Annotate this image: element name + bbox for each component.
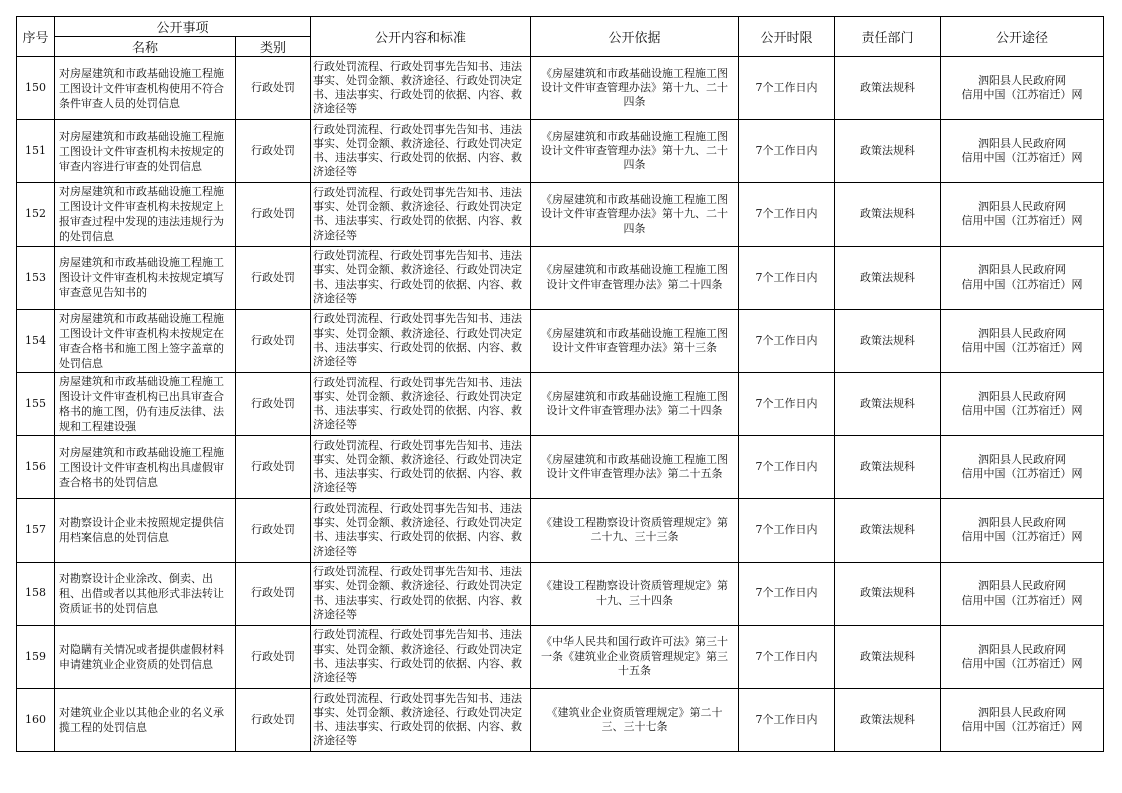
cell-content: 行政处罚流程、行政处罚事先告知书、违法事实、处罚金额、救济途径、行政处罚决定书、违法事实、行政处罚的依据、内容、救济途径等: [311, 246, 531, 309]
cell-channel: [941, 688, 1104, 751]
channel-line-1: 泗阳县人民政府网: [978, 705, 1067, 719]
cell-channel: [941, 562, 1104, 625]
cell-seq: 152: [17, 183, 55, 246]
cell-content: 行政处罚流程、行政处罚事先告知书、违法事实、处罚金额、救济途径、行政处罚决定书、违法事实、行政处罚的依据、内容、救济途径等: [311, 309, 531, 372]
cell-category: 行政处罚: [236, 246, 311, 309]
cell-timelimit: 7个工作日内: [739, 120, 835, 183]
cell-dept: 政策法规科: [835, 309, 941, 372]
cell-timelimit: 7个工作日内: [739, 246, 835, 309]
cell-dept: 政策法规科: [835, 372, 941, 435]
cell-channel: [941, 246, 1104, 309]
header-content: 公开内容和标准: [311, 17, 531, 57]
channel-line-1: 泗阳县人民政府网: [978, 642, 1067, 656]
channel-line-1: 泗阳县人民政府网: [978, 263, 1067, 277]
channel-line-2: 信用中国（江苏宿迁）网: [961, 656, 1083, 670]
cell-basis: 《建设工程勘察设计资质管理规定》第十九、三十四条: [531, 562, 739, 625]
header-category: 类别: [236, 37, 311, 57]
cell-content: 行政处罚流程、行政处罚事先告知书、违法事实、处罚金额、救济途径、行政处罚决定书、违法事实、行政处罚的依据、内容、救济途径等: [311, 688, 531, 751]
channel-line-1: 泗阳县人民政府网: [978, 579, 1067, 593]
cell-category: 行政处罚: [236, 372, 311, 435]
disclosure-table: [16, 16, 1104, 752]
cell-timelimit: 7个工作日内: [739, 625, 835, 688]
cell-dept: 政策法规科: [835, 688, 941, 751]
header-channel: 公开途径: [941, 17, 1104, 57]
cell-channel: [941, 309, 1104, 372]
table-row: [17, 309, 1104, 372]
cell-channel: [941, 57, 1104, 120]
channel-line-2: 信用中国（江苏宿迁）网: [961, 719, 1083, 733]
cell-seq: 155: [17, 372, 55, 435]
cell-category: 行政处罚: [236, 499, 311, 562]
cell-timelimit: 7个工作日内: [739, 309, 835, 372]
table-row: [17, 372, 1104, 435]
cell-basis: 《建设工程勘察设计资质管理规定》第二十九、三十三条: [531, 499, 739, 562]
table-row: [17, 57, 1104, 120]
cell-channel: [941, 499, 1104, 562]
header-name: 名称: [55, 37, 236, 57]
cell-basis: 《房屋建筑和市政基础设施工程施工图设计文件审查管理办法》第十九、二十四条: [531, 57, 739, 120]
cell-seq: 154: [17, 309, 55, 372]
cell-channel: [941, 625, 1104, 688]
cell-category: 行政处罚: [236, 436, 311, 499]
cell-timelimit: 7个工作日内: [739, 562, 835, 625]
cell-basis: 《房屋建筑和市政基础设施工程施工图设计文件审查管理办法》第十三条: [531, 309, 739, 372]
cell-name: 对勘察设计企业未按照规定提供信用档案信息的处罚信息: [55, 499, 236, 562]
cell-seq: 160: [17, 688, 55, 751]
channel-line-2: 信用中国（江苏宿迁）网: [961, 88, 1083, 102]
channel-line-2: 信用中国（江苏宿迁）网: [961, 277, 1083, 291]
cell-name: 对房屋建筑和市政基础设施工程施工图设计文件审查机构未按规定的审查内容进行审查的处罚信息: [55, 120, 236, 183]
cell-category: 行政处罚: [236, 625, 311, 688]
cell-name: 对隐瞒有关情况或者提供虚假材料申请建筑业企业资质的处罚信息: [55, 625, 236, 688]
channel-line-2: 信用中国（江苏宿迁）网: [961, 214, 1083, 228]
channel-line-2: 信用中国（江苏宿迁）网: [961, 530, 1083, 544]
cell-basis: 《房屋建筑和市政基础设施工程施工图设计文件审查管理办法》第十九、二十四条: [531, 183, 739, 246]
cell-name: 对勘察设计企业涂改、倒卖、出租、出借或者以其他形式非法转让资质证书的处罚信息: [55, 562, 236, 625]
cell-seq: 159: [17, 625, 55, 688]
cell-content: 行政处罚流程、行政处罚事先告知书、违法事实、处罚金额、救济途径、行政处罚决定书、违法事实、行政处罚的依据、内容、救济途径等: [311, 499, 531, 562]
cell-timelimit: 7个工作日内: [739, 436, 835, 499]
header-dept: 责任部门: [835, 17, 941, 57]
header-timelimit: 公开时限: [739, 17, 835, 57]
channel-line-1: 泗阳县人民政府网: [978, 137, 1067, 151]
channel-line-2: 信用中国（江苏宿迁）网: [961, 467, 1083, 481]
header-basis: 公开依据: [531, 17, 739, 57]
cell-timelimit: 7个工作日内: [739, 183, 835, 246]
channel-line-2: 信用中国（江苏宿迁）网: [961, 151, 1083, 165]
cell-seq: 156: [17, 436, 55, 499]
cell-content: 行政处罚流程、行政处罚事先告知书、违法事实、处罚金额、救济途径、行政处罚决定书、违法事实、行政处罚的依据、内容、救济途径等: [311, 183, 531, 246]
channel-line-1: 泗阳县人民政府网: [978, 453, 1067, 467]
table-row: [17, 183, 1104, 246]
cell-basis: 《房屋建筑和市政基础设施工程施工图设计文件审查管理办法》第二十五条: [531, 436, 739, 499]
cell-timelimit: 7个工作日内: [739, 688, 835, 751]
cell-timelimit: 7个工作日内: [739, 372, 835, 435]
cell-dept: 政策法规科: [835, 562, 941, 625]
channel-line-1: 泗阳县人民政府网: [978, 73, 1067, 87]
cell-category: 行政处罚: [236, 688, 311, 751]
cell-basis: 《房屋建筑和市政基础设施工程施工图设计文件审查管理办法》第二十四条: [531, 246, 739, 309]
cell-channel: [941, 183, 1104, 246]
cell-seq: 157: [17, 499, 55, 562]
cell-seq: 158: [17, 562, 55, 625]
cell-seq: 151: [17, 120, 55, 183]
cell-channel: [941, 120, 1104, 183]
cell-name: 对建筑业企业以其他企业的名义承揽工程的处罚信息: [55, 688, 236, 751]
cell-seq: 150: [17, 57, 55, 120]
header-seq: 序号: [17, 17, 55, 57]
cell-channel: [941, 372, 1104, 435]
table-row: [17, 499, 1104, 562]
cell-channel: [941, 436, 1104, 499]
cell-dept: 政策法规科: [835, 436, 941, 499]
cell-name: 对房屋建筑和市政基础设施工程施工图设计文件审查机构使用不符合条件审查人员的处罚信息: [55, 57, 236, 120]
cell-name: 房屋建筑和市政基础设施工程施工图设计文件审查机构未按规定填写审查意见告知书的: [55, 246, 236, 309]
cell-category: 行政处罚: [236, 120, 311, 183]
cell-category: 行政处罚: [236, 562, 311, 625]
cell-timelimit: 7个工作日内: [739, 499, 835, 562]
cell-name: 对房屋建筑和市政基础设施工程施工图设计文件审查机构未按规定在审查合格书和施工图上签字盖章的处罚信息: [55, 309, 236, 372]
cell-timelimit: 7个工作日内: [739, 57, 835, 120]
table-row: [17, 436, 1104, 499]
table-row: [17, 625, 1104, 688]
channel-line-2: 信用中国（江苏宿迁）网: [961, 593, 1083, 607]
channel-line-1: 泗阳县人民政府网: [978, 516, 1067, 530]
cell-category: 行政处罚: [236, 183, 311, 246]
cell-category: 行政处罚: [236, 57, 311, 120]
cell-basis: 《房屋建筑和市政基础设施工程施工图设计文件审查管理办法》第十九、二十四条: [531, 120, 739, 183]
cell-dept: 政策法规科: [835, 625, 941, 688]
cell-content: 行政处罚流程、行政处罚事先告知书、违法事实、处罚金额、救济途径、行政处罚决定书、违法事实、行政处罚的依据、内容、救济途径等: [311, 562, 531, 625]
header-item: 公开事项: [55, 17, 311, 37]
cell-content: 行政处罚流程、行政处罚事先告知书、违法事实、处罚金额、救济途径、行政处罚决定书、违法事实、行政处罚的依据、内容、救济途径等: [311, 625, 531, 688]
cell-content: 行政处罚流程、行政处罚事先告知书、违法事实、处罚金额、救济途径、行政处罚决定书、违法事实、行政处罚的依据、内容、救济途径等: [311, 436, 531, 499]
cell-name: 房屋建筑和市政基础设施工程施工图设计文件审查机构已出具审查合格书的施工图，仍有违反法律、法规和工程建设强: [55, 372, 236, 435]
cell-dept: 政策法规科: [835, 120, 941, 183]
cell-content: 行政处罚流程、行政处罚事先告知书、违法事实、处罚金额、救济途径、行政处罚决定书、违法事实、行政处罚的依据、内容、救济途径等: [311, 372, 531, 435]
channel-line-1: 泗阳县人民政府网: [978, 389, 1067, 403]
channel-line-2: 信用中国（江苏宿迁）网: [961, 340, 1083, 354]
table-row: [17, 120, 1104, 183]
cell-basis: 《建筑业企业资质管理规定》第二十三、三十七条: [531, 688, 739, 751]
table-row: [17, 562, 1104, 625]
cell-name: 对房屋建筑和市政基础设施工程施工图设计文件审查机构出具虚假审查合格书的处罚信息: [55, 436, 236, 499]
cell-dept: 政策法规科: [835, 57, 941, 120]
table-row: [17, 688, 1104, 751]
cell-content: 行政处罚流程、行政处罚事先告知书、违法事实、处罚金额、救济途径、行政处罚决定书、违法事实、行政处罚的依据、内容、救济途径等: [311, 120, 531, 183]
cell-name: 对房屋建筑和市政基础设施工程施工图设计文件审查机构未按规定上报审查过程中发现的违法违规行为的处罚信息: [55, 183, 236, 246]
cell-category: 行政处罚: [236, 309, 311, 372]
cell-seq: 153: [17, 246, 55, 309]
cell-dept: 政策法规科: [835, 499, 941, 562]
cell-dept: 政策法规科: [835, 246, 941, 309]
cell-content: 行政处罚流程、行政处罚事先告知书、违法事实、处罚金额、救济途径、行政处罚决定书、违法事实、行政处罚的依据、内容、救济途径等: [311, 57, 531, 120]
cell-dept: 政策法规科: [835, 183, 941, 246]
channel-line-1: 泗阳县人民政府网: [978, 200, 1067, 214]
cell-basis: 《房屋建筑和市政基础设施工程施工图设计文件审查管理办法》第二十四条: [531, 372, 739, 435]
cell-basis: 《中华人民共和国行政许可法》第三十一条《建筑业企业资质管理规定》第三十五条: [531, 625, 739, 688]
channel-line-2: 信用中国（江苏宿迁）网: [961, 404, 1083, 418]
table-row: [17, 246, 1104, 309]
channel-line-1: 泗阳县人民政府网: [978, 326, 1067, 340]
